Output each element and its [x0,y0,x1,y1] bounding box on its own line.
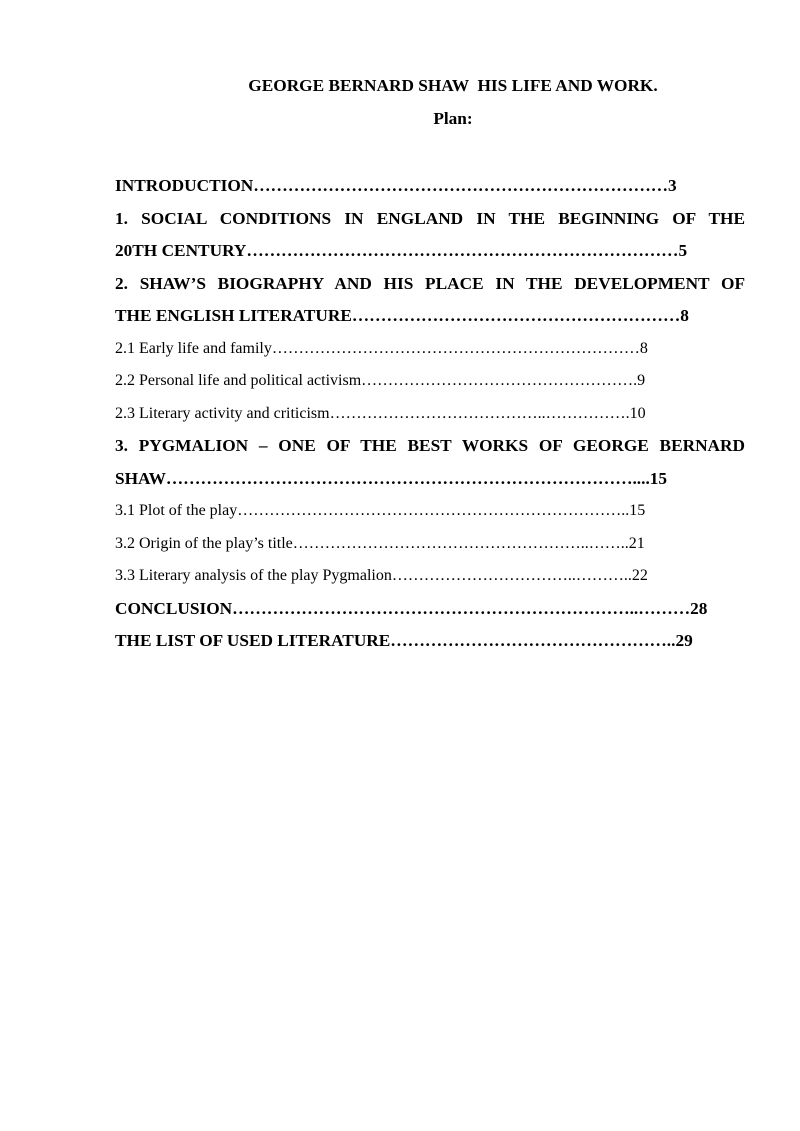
toc-entry: 2.1 Early life and family……………………………………………………………8 [115,339,648,357]
toc-entry: THE LIST OF USED LITERATURE…………………………………………..29 [115,631,693,650]
toc-entry: 2.3 Literary activity and criticism…………………………………..…………….10 [115,404,646,422]
toc-entry: THE ENGLISH LITERATURE…………………………………………………8 [115,306,689,325]
toc-entry: 3.2 Origin of the play’s title………………………………………………..……..21 [115,534,645,552]
toc-entry: 2.2 Personal life and political activism…………………………………………….9 [115,372,646,389]
toc-entry: 3.3 Literary analysis of the play Pygmalion……………………………..………..22 [115,567,648,584]
toc-entry: SHAW………………………………………………………………………....15 [115,468,668,488]
toc-entry: INTRODUCTION………………………………………………………………3 [115,176,677,195]
toc-entry: 2. SHAW’S BIOGRAPHY AND HIS PLACE IN THE DEVELOPMENT OF [115,273,745,293]
toc-entry: 3.1 Plot of the play………………………………………………………………..15 [115,502,646,519]
toc-entry: 20TH CENTURY…………………………………………………………………5 [115,241,688,260]
document-title: GEORGE BERNARD SHAW HIS LIFE AND WORK. [248,76,658,95]
plan-heading: Plan: [433,109,473,128]
table-of-contents [115,172,745,660]
toc-entry: 3. PYGMALION – ONE OF THE BEST WORKS OF GEORGE BERNARD [115,436,745,455]
toc-entry: CONCLUSION……………………………………………………………..………28 [115,598,708,618]
toc-entry: 1. SOCIAL CONDITIONS IN ENGLAND IN THE BEGINNING OF THE [115,208,745,228]
